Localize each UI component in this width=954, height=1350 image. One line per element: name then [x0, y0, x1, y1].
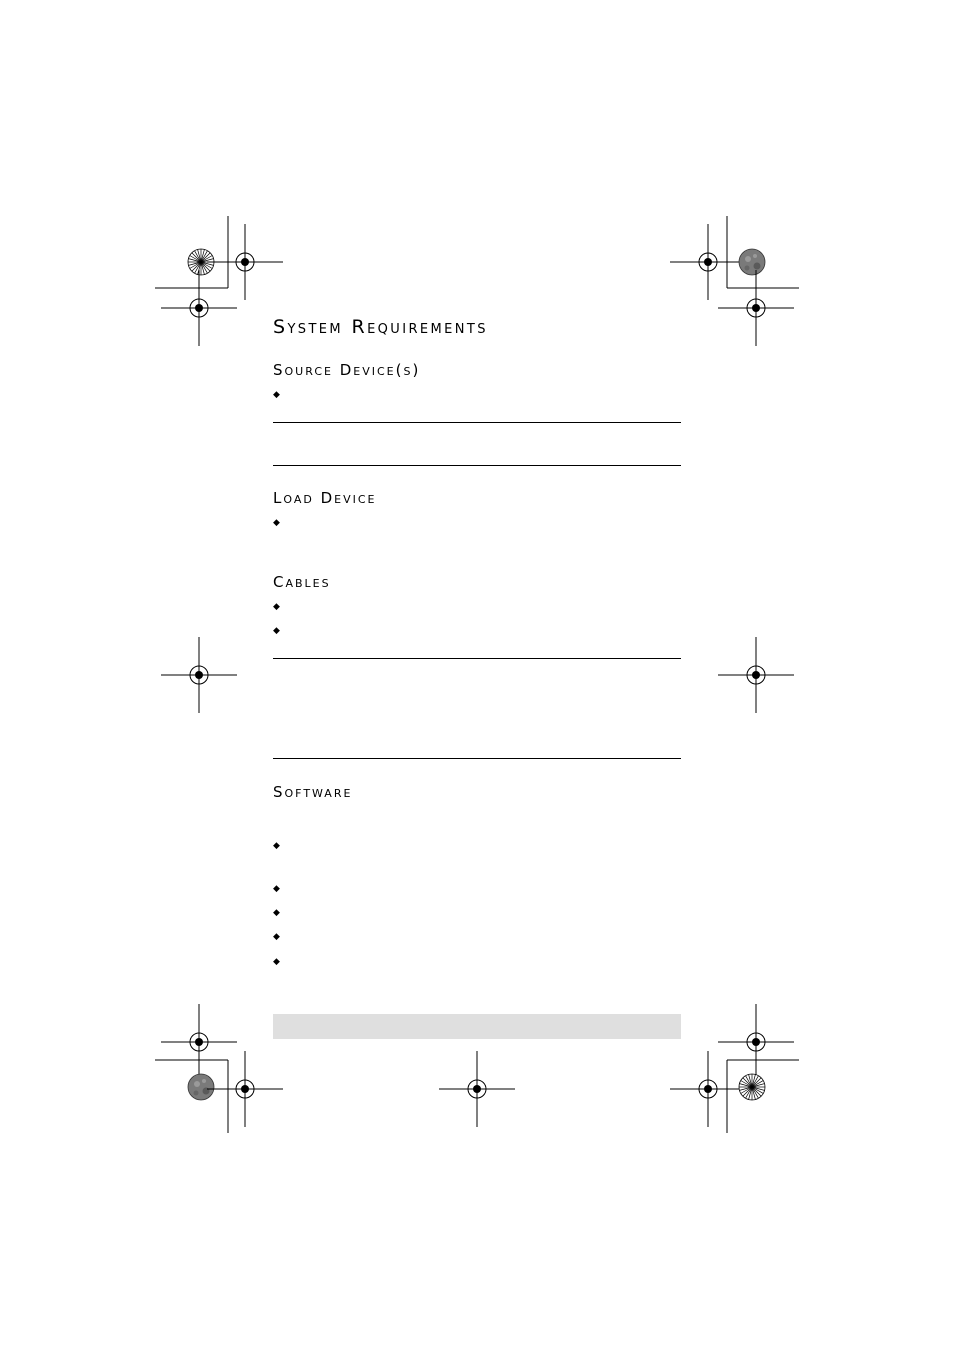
bullet-icon: ◆ [273, 626, 280, 636]
bullet-icon: ◆ [273, 908, 280, 918]
section-heading-cables: Cables [273, 573, 331, 591]
bullet-icon: ◆ [273, 518, 280, 528]
page-title: System Requirements [273, 316, 488, 338]
bullet-icon: ◆ [273, 841, 280, 851]
bullet-icon: ◆ [273, 390, 280, 400]
section-heading-load-device: Load Device [273, 489, 377, 507]
bullet-icon: ◆ [273, 602, 280, 612]
section-heading-source-devices: Source Device(s) [273, 361, 421, 379]
bullet-icon: ◆ [273, 884, 280, 894]
bullet-icon: ◆ [273, 932, 280, 942]
section-heading-software: Software [273, 783, 353, 801]
bullet-icon: ◆ [273, 957, 280, 967]
